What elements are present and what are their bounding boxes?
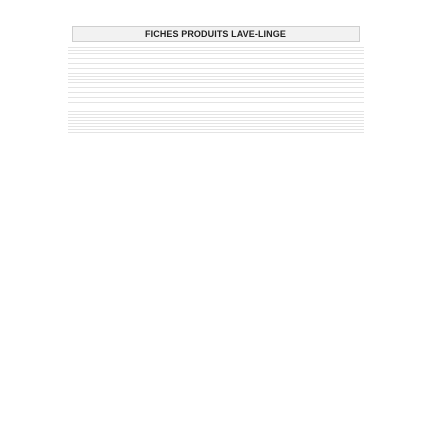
sheet-title: FICHES PRODUITS LAVE-LINGE [72,26,360,42]
product-sheet [68,0,364,133]
table-row [68,130,364,133]
